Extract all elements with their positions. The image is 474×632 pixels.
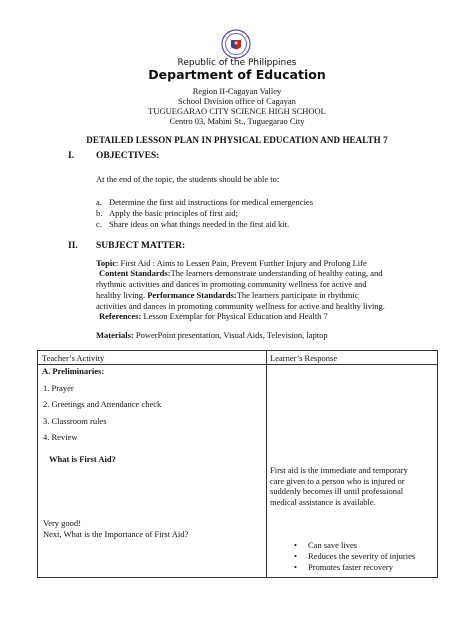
teacher-activity-header: Teacher’s Activity bbox=[42, 353, 105, 363]
subject-matter-heading bbox=[68, 241, 368, 253]
preliminary-step: 1. Prayer bbox=[43, 383, 74, 393]
address-line: Centro 03, Mabini St., Tuguegarao City bbox=[169, 116, 305, 126]
question-importance: Next, What is the Importance of First Aid? bbox=[43, 529, 189, 539]
preliminary-step: 2. Greetings and Attendance check bbox=[43, 399, 162, 409]
preliminary-step: 3. Classroom rules bbox=[43, 416, 107, 426]
answer-first-aid-line: care given to a person who is injured or bbox=[270, 475, 405, 486]
preliminaries-heading: A. Preliminaries: bbox=[42, 366, 105, 376]
objective-text: Apply the basic principles of first aid; bbox=[109, 208, 238, 218]
learner-response-header: Learner’s Response bbox=[270, 353, 338, 363]
performance-standards-cont: activities and dances in promoting community wellness for active and healthy living. bbox=[96, 301, 385, 311]
materials-line bbox=[96, 330, 328, 340]
region-line: Region II-Cagayan Valley bbox=[192, 86, 282, 96]
bullet-item bbox=[294, 551, 434, 562]
subject-matter-number: II. bbox=[68, 241, 78, 251]
content-standards-cont: rhythmic activities and dances in promoting community wellness for active and bbox=[96, 279, 367, 289]
references-label: References: bbox=[99, 311, 142, 321]
objective-item bbox=[96, 219, 396, 230]
objective-letter: c. bbox=[96, 219, 102, 229]
topic-line bbox=[96, 258, 367, 268]
very-good-text: Very good! bbox=[43, 518, 82, 528]
references-text: Lesson Exemplar for Physical Education and Health 7 bbox=[143, 311, 328, 321]
performance-standards-text: The learners participate in rhythmic bbox=[236, 290, 359, 300]
school-line: TUGUEGARAO CITY SCIENCE HIGH SCHOOL bbox=[148, 106, 326, 116]
objective-text: Share ideas on what things needed in the first aid kit. bbox=[109, 219, 290, 229]
header-divider bbox=[38, 364, 437, 365]
question-what-is-first-aid: What is First Aid? bbox=[49, 454, 116, 464]
materials-label: Materials: bbox=[96, 330, 134, 340]
objectives-heading bbox=[68, 151, 368, 163]
answer-first-aid-line: First aid is the immediate and temporary bbox=[270, 465, 408, 475]
objectives-label: OBJECTIVES: bbox=[96, 151, 160, 161]
bullet-icon: • bbox=[294, 562, 297, 572]
content-standards-line bbox=[99, 268, 383, 278]
subject-matter-label: SUBJECT MATTER: bbox=[96, 241, 186, 251]
references-line bbox=[99, 311, 328, 321]
content-standards-text: The learners demonstrate understanding of healthy eating, and bbox=[170, 268, 383, 278]
objective-text: Determine the first aid instructions for medical emergencies bbox=[109, 197, 314, 207]
bullet-icon: • bbox=[294, 540, 297, 550]
bullet-text: Can save lives bbox=[308, 540, 358, 550]
objectives-number: I. bbox=[68, 151, 75, 161]
objective-letter: b. bbox=[96, 208, 103, 218]
performance-standards-label: Performance Standards: bbox=[147, 290, 237, 300]
activity-table bbox=[37, 350, 438, 578]
objective-item bbox=[96, 197, 396, 208]
objectives-intro: At the end of the topic, the students should be able to: bbox=[96, 174, 280, 184]
content-performance-line bbox=[96, 290, 359, 300]
materials-text: PowerPoint presentation, Visual Aids, Television, laptop bbox=[135, 330, 328, 340]
bullet-icon: • bbox=[294, 551, 297, 561]
objective-item bbox=[96, 208, 396, 219]
topic-label: Topic bbox=[96, 258, 117, 268]
content-standards-end: healthy living. bbox=[96, 290, 146, 300]
department-name: Department of Education bbox=[148, 67, 326, 82]
content-standards-label: Content Standards: bbox=[99, 268, 171, 278]
deped-seal bbox=[221, 29, 251, 59]
bullet-item bbox=[294, 540, 434, 551]
answer-first-aid-line: suddenly becomes ill until professional bbox=[270, 486, 404, 496]
topic-text: : First Aid : Aims to Lessen Pain, Prevent Further Injury and Prolong Life bbox=[116, 258, 367, 268]
objective-letter: a. bbox=[96, 197, 102, 207]
bullet-text: Promotes faster recovery bbox=[308, 562, 393, 572]
bullet-item bbox=[294, 562, 434, 573]
division-line: School Division office of Cagayan bbox=[178, 96, 296, 106]
lesson-plan-title: DETAILED LESSON PLAN IN PHYSICAL EDUCATION AND HEALTH 7 bbox=[86, 135, 388, 145]
republic-line: Republic of the Philippines bbox=[177, 58, 297, 68]
bullet-text: Reduces the severity of injuries bbox=[308, 551, 416, 561]
column-divider bbox=[266, 351, 267, 577]
preliminary-step: 4. Review bbox=[43, 432, 78, 442]
answer-first-aid-line: medical assistance is available. bbox=[270, 496, 376, 507]
